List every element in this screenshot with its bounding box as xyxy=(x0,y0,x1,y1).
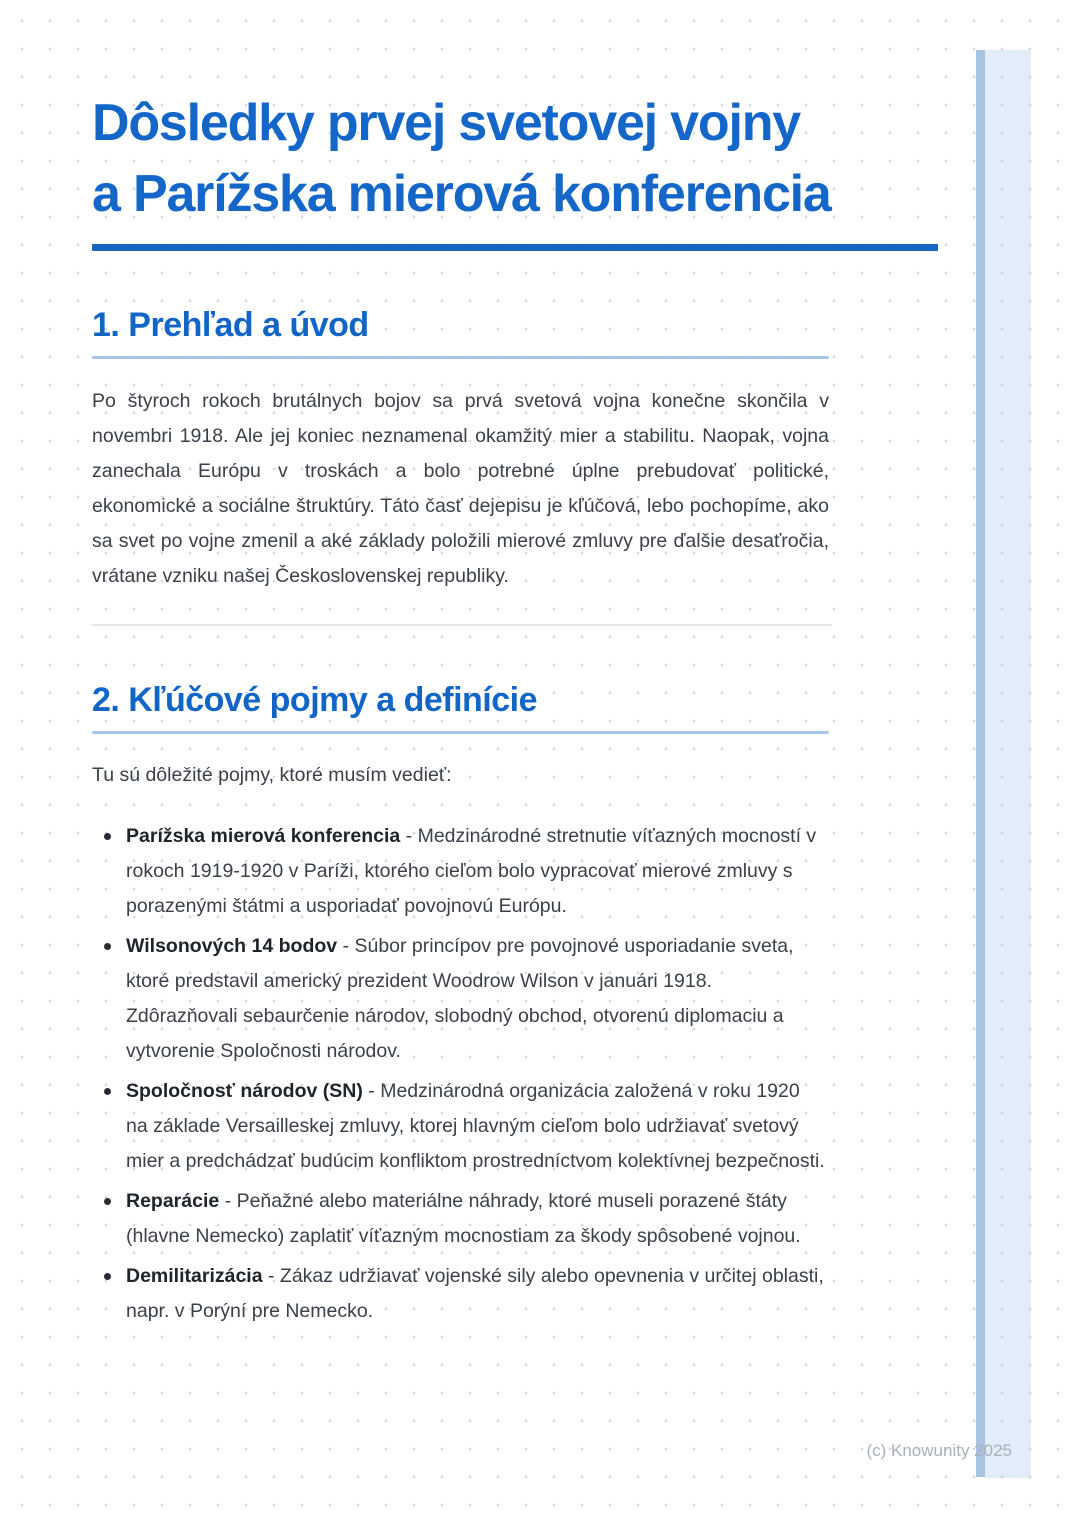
term-name: Wilsonových 14 bodov xyxy=(126,935,338,957)
section-overview xyxy=(92,303,938,594)
term-text xyxy=(126,929,826,1069)
term-name: Reparácie xyxy=(126,1190,220,1212)
page-title xyxy=(92,88,938,230)
term-definition: Medzinárodná organizácia založená v roku 1920 na základe Versailleskej zmluvy, ktorej hlavným cieľom bolo udržiavať svetový mier a predchádzať budúcim konfliktom prostredníctvom kolektívnej bezpečnosti. xyxy=(126,1080,825,1172)
term-item xyxy=(92,819,829,924)
term-text xyxy=(126,1074,826,1179)
term-definition: Medzinárodné stretnutie víťazných mocností v rokoch 1919-1920 v Paríži, ktorého cieľom bolo vypracovať mierové zmluvy s porazenými štátmi a usporiadať povojnovú Európu. xyxy=(126,825,817,917)
terms-intro: Tu sú dôležité pojmy, ktoré musím vedieť: xyxy=(92,764,452,786)
term-text xyxy=(126,1259,826,1329)
bullet-icon xyxy=(104,943,111,950)
page-title-line-1: Dôsledky prvej svetovej vojny xyxy=(92,94,800,152)
section-heading-key-terms: 2. Kľúčové pojmy a definície xyxy=(92,681,538,719)
title-divider xyxy=(92,244,938,251)
term-item xyxy=(92,1184,829,1254)
term-item xyxy=(92,929,829,1069)
bullet-icon xyxy=(104,1273,111,1280)
term-separator: - xyxy=(400,825,418,847)
term-definition: Zákaz udržiavať vojenské sily alebo opevnenia v určitej oblasti, napr. v Porýní pre Nemecko. xyxy=(126,1265,824,1322)
term-separator: - xyxy=(362,1080,381,1102)
term-name: Demilitarizácia xyxy=(126,1265,263,1287)
term-text xyxy=(126,1184,826,1254)
section-rule-key-terms xyxy=(92,731,829,734)
copyright-text: (c) Knowunity 2025 xyxy=(866,1441,1012,1460)
section-heading-overview: 1. Prehľad a úvod xyxy=(92,306,369,344)
page-title-line-2: a Parížska mierová konferencia xyxy=(92,165,831,223)
term-definition: Peňažné alebo materiálne náhrady, ktoré museli porazené štáty (hlavne Nemecko) zaplatiť víťazným mocnostiam za škody spôsobené vojnou. xyxy=(126,1190,801,1247)
term-definition: Súbor princípov pre povojnové usporiadanie sveta, ktoré predstavil americký prezident Woodrow Wilson v januári 1918. Zdôrazňovali sebaurčenie národov, slobodný obchod, otvorenú diplomaciu a vytvorenie Spoločnosti národov. xyxy=(126,935,794,1062)
term-item xyxy=(92,1259,829,1329)
term-name: Spoločnosť národov (SN) xyxy=(126,1080,363,1102)
bullet-icon xyxy=(104,1088,111,1095)
section-divider xyxy=(92,624,832,626)
section-rule-overview xyxy=(92,356,829,359)
term-separator: - xyxy=(337,935,355,957)
bullet-icon xyxy=(104,833,111,840)
bullet-icon xyxy=(104,1198,111,1205)
right-margin-panel xyxy=(985,50,1031,1478)
term-name: Parížska mierová konferencia xyxy=(126,825,401,847)
term-separator: - xyxy=(262,1265,280,1287)
term-separator: - xyxy=(219,1190,237,1212)
section-key-terms xyxy=(92,678,938,1329)
term-text xyxy=(126,819,826,924)
overview-paragraph: Po štyroch rokoch brutálnych bojov sa prvá svetová vojna konečne skončila v novembri 1918. Ale jej koniec neznamenal okamžitý mier a stabilitu. Naopak, vojna zanechala Európu v troskách a bolo potrebné úplne prebudovať politické, ekonomické a sociálne štruktúry. Táto časť dejepisu je kľúčová, lebo pochopíme, ako sa svet po vojne zmenil a aké základy položili mierové zmluvy pre ďalšie desaťročia, vrátane vzniku našej Československej republiky. xyxy=(92,390,829,587)
terms-list xyxy=(92,819,829,1329)
term-item xyxy=(92,1074,829,1179)
scrollbar-thumb[interactable] xyxy=(976,50,985,1477)
